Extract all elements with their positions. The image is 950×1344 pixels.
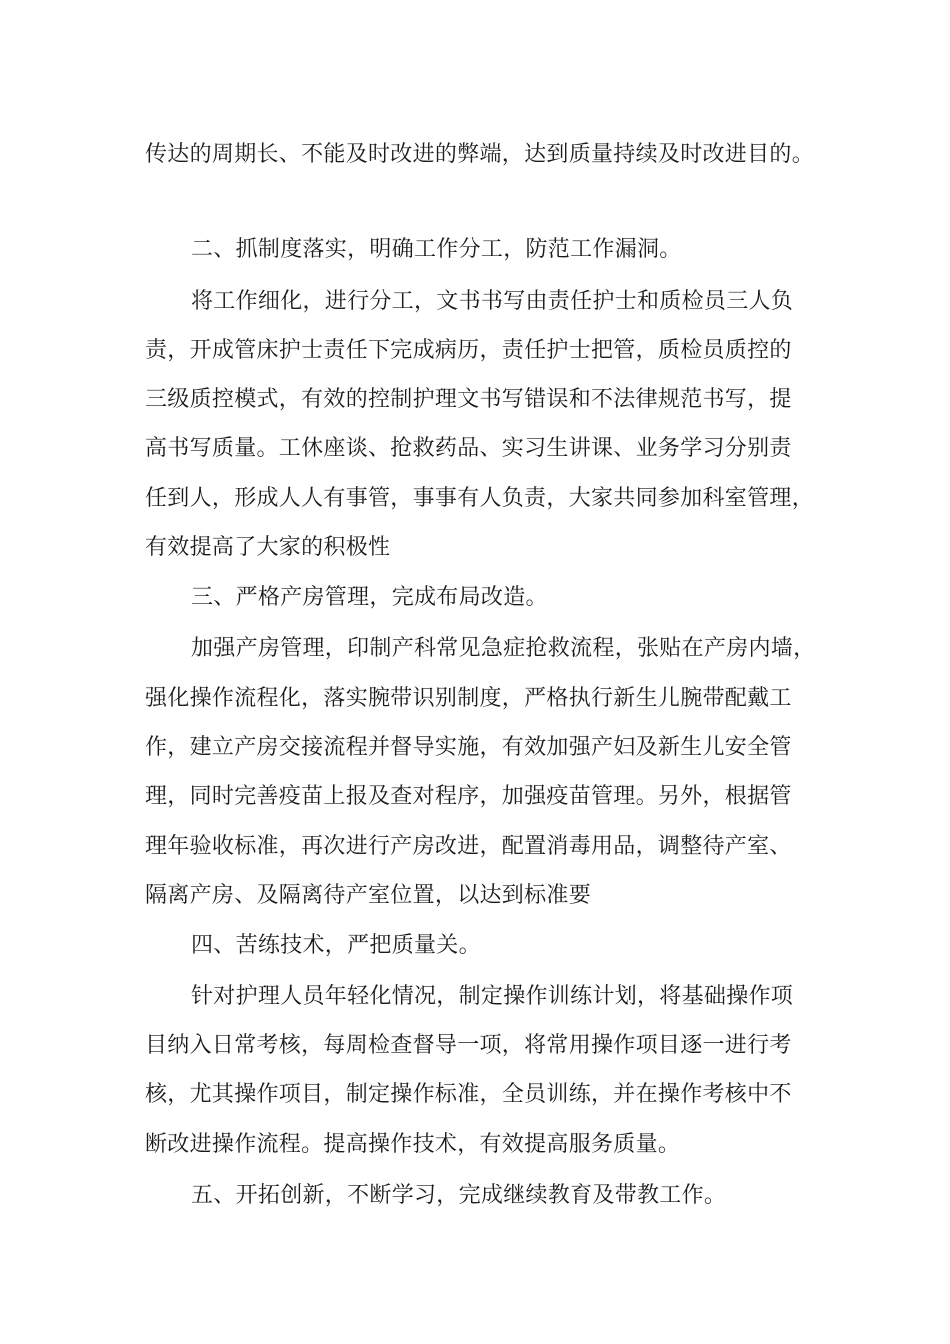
text-line: 传达的周期长、不能及时改进的弊端，达到质量持续及时改进目的。 — [145, 142, 815, 167]
text-line: 断改进操作流程。提高操作技术，有效提高服务质量。 — [145, 1132, 681, 1157]
text-line: 高书写质量。工休座谈、抢救药品、实习生讲课、业务学习分别责 — [145, 436, 792, 461]
text-line: 理，同时完善疫苗上报及查对程序，加强疫苗管理。另外，根据管 — [145, 784, 792, 809]
text-line: 强化操作流程化，落实腕带识别制度，严格执行新生儿腕带配戴工 — [145, 686, 792, 711]
text-line: 针对护理人员年轻化情况，制定操作训练计划，将基础操作项 — [191, 984, 794, 1009]
text-line: 有效提高了大家的积极性 — [145, 535, 391, 560]
text-line: 责，开成管床护士责任下完成病历，责任护士把管，质检员质控的 — [145, 338, 792, 363]
text-line: 将工作细化，进行分工，文书书写由责任护士和质检员三人负 — [191, 289, 794, 314]
text-line: 任到人，形成人人有事管，事事有人负责，大家共同参加科室管理， — [145, 486, 815, 511]
section-heading-5: 五、开拓创新，不断学习，完成继续教育及带教工作。 — [191, 1183, 727, 1208]
text-line: 隔离产房、及隔离待产室位置，以达到标准要 — [145, 883, 592, 908]
text-line: 核，尤其操作项目，制定操作标准，全员训练，并在操作考核中不 — [145, 1082, 792, 1107]
text-line: 目纳入日常考核，每周检查督导一项，将常用操作项目逐一进行考 — [145, 1033, 792, 1058]
section-heading-4: 四、苦练技术，严把质量关。 — [191, 933, 481, 958]
text-line: 三级质控模式，有效的控制护理文书写错误和不法律规范书写，提 — [145, 387, 792, 412]
section-heading-2: 二、抓制度落实，明确工作分工，防范工作漏洞。 — [191, 237, 682, 262]
text-line: 加强产房管理，印制产科常见急症抢救流程，张贴在产房内墙， — [191, 636, 816, 661]
text-line: 理年验收标准，再次进行产房改进，配置消毒用品，调整待产室、 — [145, 834, 792, 859]
section-heading-3: 三、严格产房管理，完成布局改造。 — [191, 585, 548, 610]
text-line: 作，建立产房交接流程并督导实施，有效加强产妇及新生儿安全管 — [145, 735, 792, 760]
